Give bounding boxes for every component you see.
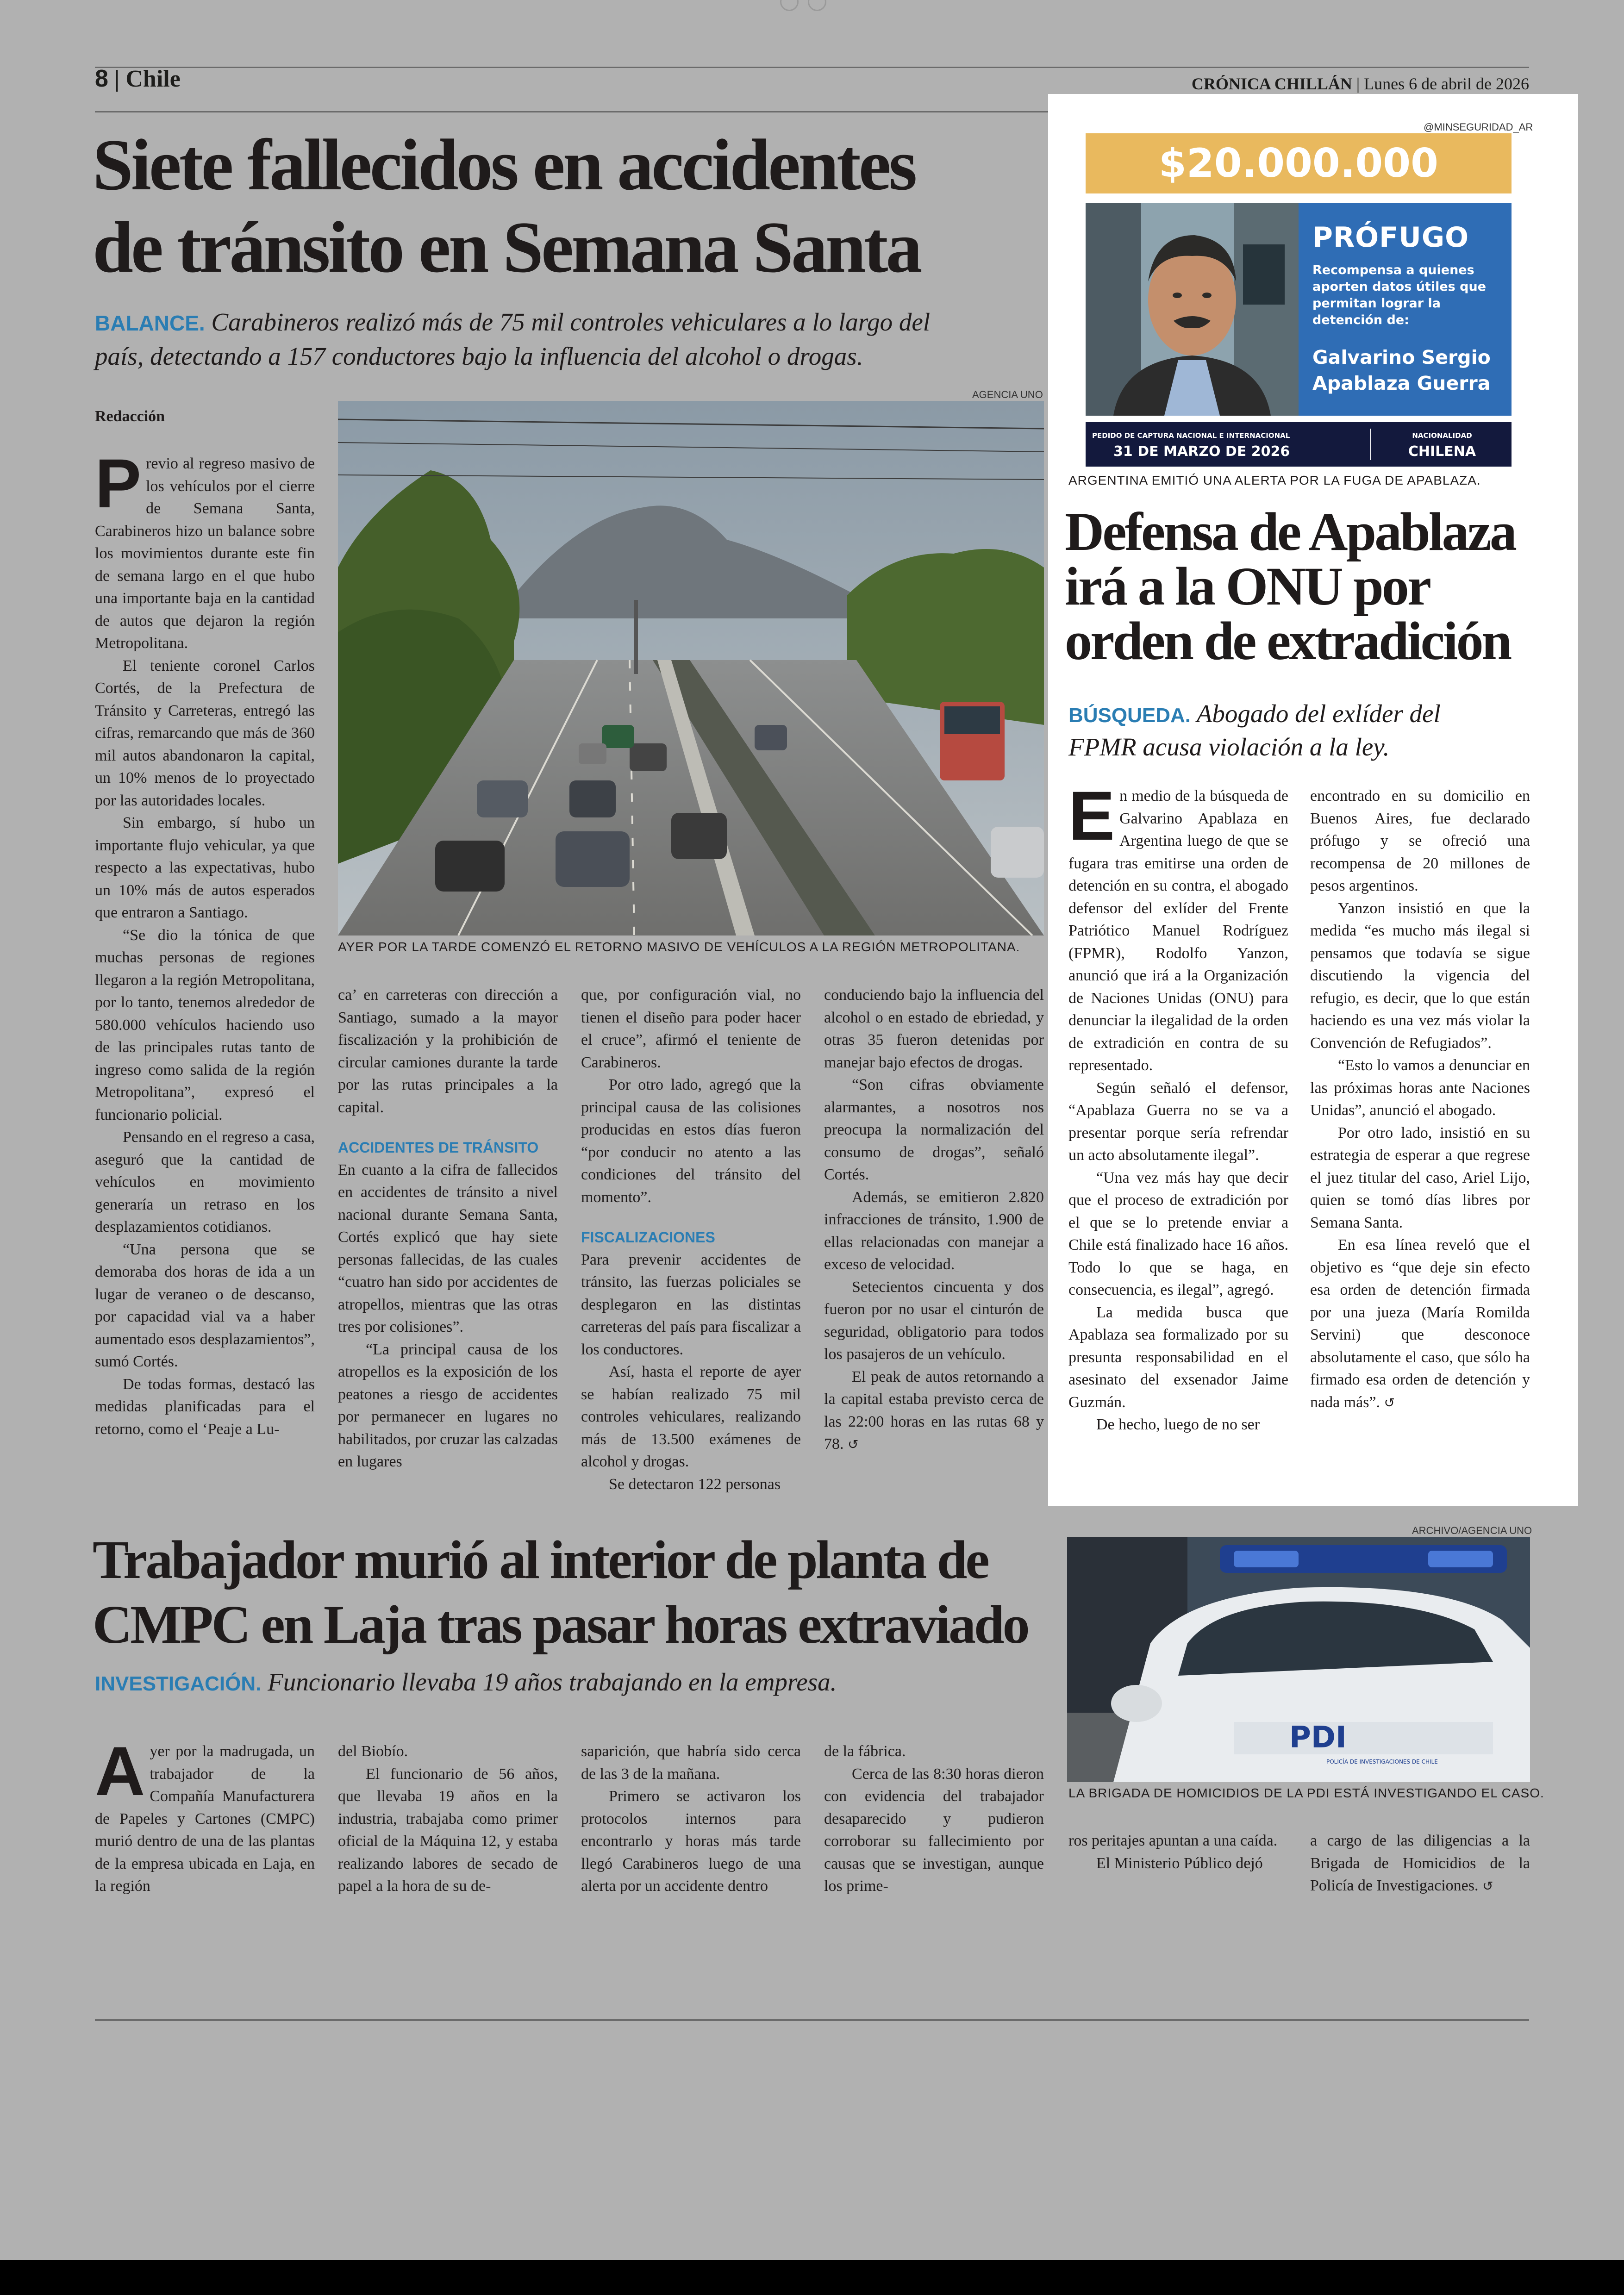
story3-paragraph: El Ministerio Público dejó xyxy=(1096,1854,1263,1872)
story2-paragraph: En esa línea reveló que el objetivo es “que deje sin efecto esa orden de detención firmada por una jueza (María Romilda Servini) que desconoce absolutamente el caso, que sólo ha firmado esa orden de detención y nada más”. xyxy=(1310,1236,1530,1411)
story1-dropcap: P xyxy=(95,444,142,522)
story1-column-1 xyxy=(95,444,315,1441)
story3-photo-caption: LA BRIGADA DE HOMICIDIOS DE LA PDI ESTÁ INVESTIGANDO EL CASO. xyxy=(1068,1786,1544,1800)
story1-paragraph: conduciendo bajo la influencia del alcohol o en estado de ebriedad, y otras 35 fueron detenidas por manejar bajo efectos de drogas. xyxy=(824,986,1044,1071)
story3-column-2 xyxy=(338,1740,558,1898)
poster-bar-label-capture: PEDIDO DE CAPTURA NACIONAL E INTERNACIONAL xyxy=(1092,431,1290,440)
story2-deck-text: Abogado del exlíder del xyxy=(1196,699,1441,728)
story3-column-6 xyxy=(1310,1830,1530,1898)
poster-name-line: Galvarino Sergio xyxy=(1312,346,1491,368)
story1-column-3 xyxy=(581,984,801,1496)
poster-fugitive-name xyxy=(1312,344,1498,396)
story3-column-5 xyxy=(1068,1830,1288,1875)
story3-paragraph: del Biobío. xyxy=(338,1743,408,1760)
story1-paragraph: que, por configuración vial, no tienen el diseño para poder hacer el cruce”, afirmó el teniente de Carabineros. xyxy=(581,986,801,1071)
story1-paragraph: De todas formas, destacó las medidas planificadas para el retorno, como el ‘Peaje a Lu- xyxy=(95,1375,315,1438)
page-section-label: 8 | Chile xyxy=(95,65,181,92)
police-car-illustration xyxy=(1067,1537,1530,1782)
story1-paragraph: Pensando en el regreso a casa, aseguró que la cantidad de vehículos en movimiento generaría un retraso en los desplazamientos cotidianos. xyxy=(95,1129,315,1235)
story1-deck xyxy=(95,306,1049,373)
fugitive-portrait xyxy=(1086,203,1299,416)
police-car-photo xyxy=(1067,1537,1530,1782)
story3-paragraph: Primero se activaron los protocolos internos para encontrarlo y horas más tarde llegó Carabineros luego de una alerta por un accidente dentro xyxy=(581,1788,801,1895)
story1-paragraph: En cuanto a la cifra de fallecidos en accidentes de tránsito a nivel nacional durante Semana Santa, Cortés explicó que hay siete personas fallecidas, de las cuales “cuatro han sido por accidentes de atropellos, mientras que las otras tres por colisiones”. xyxy=(338,1161,558,1335)
end-mark-icon: ↺ xyxy=(848,1437,859,1452)
story1-paragraph: Sin embargo, sí hubo un importante flujo vehicular, ya que respecto a las expectativas, hubo un 10% más de autos esperados que entraron a Santiago. xyxy=(95,814,315,921)
story2-paragraph: Según señaló el defensor, “Apablaza Guerra no se va a presentar porque sería refrendar un acto absolutamente ilegal”. xyxy=(1068,1079,1288,1164)
story1-paragraph: Se detectaron 122 personas xyxy=(609,1475,781,1493)
story3-dropcap: A xyxy=(95,1732,145,1810)
story3-paragraph: de la fábrica. xyxy=(824,1743,906,1760)
story1-headline-line: de tránsito en Semana Santa xyxy=(93,207,920,288)
end-mark-icon: ↺ xyxy=(1384,1395,1395,1410)
story1-photo-credit: AGENCIA UNO xyxy=(972,389,1043,400)
story2-column-1 xyxy=(1068,777,1288,1436)
story1-subhead-fiscalizaciones: FISCALIZACIONES xyxy=(581,1229,715,1246)
story1-paragraph: Además, se emitieron 2.820 infracciones de tránsito, 1.900 de ellas relacionadas con manejar a exceso de velocidad. xyxy=(824,1188,1044,1273)
story2-headline-line: orden de extradición xyxy=(1065,611,1511,671)
header-top-rule xyxy=(95,67,1529,68)
story2-paragraph: n medio de la búsqueda de Galvarino Apablaza en Argentina luego de que se fugara tras emitirse una orden de detención en su contra, el abogado defensor del exlíder del Frente Patriótico Manuel Rodríguez (FPMR), Rodolfo Yanzon, anunció que irá a la Organización de Naciones Unidas (ONU) para denunciar la ilegalidad de la orden de extradición en contra de su representado. xyxy=(1068,787,1288,1074)
story3-deck-text: Funcionario llevaba 19 años trabajando en la empresa. xyxy=(268,1668,837,1696)
poster-bar-nationality: CHILENA xyxy=(1408,443,1476,460)
story2-headline-line: Defensa de Apablaza xyxy=(1065,501,1515,562)
story3-column-1 xyxy=(95,1732,315,1898)
story2-paragraph: La medida busca que Apablaza sea formalizado por su presunta responsabilidad en el asesinato del exsenador Jaime Guzmán. xyxy=(1068,1303,1288,1411)
story3-headline xyxy=(93,1528,1056,1657)
poster-info-panel xyxy=(1299,203,1512,416)
story3-headline-line: CMPC en Laja tras pasar horas extraviado xyxy=(93,1594,1028,1655)
story3-column-3 xyxy=(581,1740,801,1898)
story2-photo-caption: ARGENTINA EMITIÓ UNA ALERTA POR LA FUGA DE APABLAZA. xyxy=(1068,473,1481,487)
story1-paragraph: “Son cifras obviamente alarmantes, a nosotros nos preocupa la normalización del consumo de drogas”, señaló Cortés. xyxy=(824,1076,1044,1183)
viewer-bottom-bar xyxy=(0,2260,1624,2295)
story2-headline xyxy=(1065,501,1574,671)
story2-paragraph: De hecho, luego de no ser xyxy=(1096,1416,1260,1433)
bottom-rule xyxy=(95,2019,1529,2021)
story1-paragraph: Por otro lado, agregó que la principal causa de las colisiones producidas en estos días fueron “por conducir no atento a las condiciones del tránsito del momento”. xyxy=(581,1076,801,1206)
story2-headline-line: irá a la ONU por xyxy=(1065,556,1430,617)
story1-paragraph: “Una persona que se demoraba dos horas de ida a un lugar de veraneo o de descanso, por capacidad vial va a haber aumentado esos desplazamientos”, sumó Cortés. xyxy=(95,1241,315,1370)
story1-paragraph: Setecientos cincuenta y dos fueron por no usar el cinturón de seguridad, obligatorio para todos los pasajeros de un vehículo. xyxy=(824,1278,1044,1363)
story1-column-2 xyxy=(338,984,558,1473)
story1-photo-caption: AYER POR LA TARDE COMENZÓ EL RETORNO MASIVO DE VEHÍCULOS A LA REGIÓN METROPOLITANA. xyxy=(338,940,1020,954)
story1-subhead-accidentes: ACCIDENTES DE TRÁNSITO xyxy=(338,1139,539,1156)
story1-paragraph: El peak de autos retornando a la capital estaba previsto cerca de las 22:00 horas en las rutas 68 y 78. xyxy=(824,1368,1044,1453)
story3-headline-line: Trabajador murió al interior de planta de xyxy=(93,1529,988,1590)
poster-handle: @MINSEGURIDAD_AR xyxy=(1424,121,1533,133)
story3-kicker: INVESTIGACIÓN. xyxy=(95,1672,262,1695)
highway-illustration xyxy=(338,401,1044,935)
story1-paragraph: “Se dio la tónica de que muchas personas de regiones llegaron a la región Metropolitana, por lo tanto, tenemos alrededor de 580.000 vehículos haciendo uso de las principales rutas tanto de ingreso como salida de la región Metropolitana”, expresó el funcionario policial. xyxy=(95,926,315,1123)
story3-paragraph: Cerca de las 8:30 horas dieron con evidencia del trabajador desaparecido y pudieron corroborar su fallecimiento por causas que se investigan, aunque los prime- xyxy=(824,1765,1044,1895)
story2-column-2 xyxy=(1310,785,1530,1414)
story1-paragraph: “La principal causa de los atropellos es la exposición de los peatones a riesgo de accidentes por permanecer en lugares no habilitados, por cruzar las calzadas en lugares xyxy=(338,1341,558,1470)
publication-date: Lunes 6 de abril de 2026 xyxy=(1364,75,1529,93)
story3-paragraph: ros peritajes apuntan a una caída. xyxy=(1068,1832,1278,1849)
publication-line: CRÓNICA CHILLÁN | Lunes 6 de abril de 2026 xyxy=(1191,75,1529,93)
story1-paragraph: ca’ en carreteras con dirección a Santiago, sumado a la mayor fiscalización y la prohibición de circular camiones durante la tarde por las rutas principales a la capital. xyxy=(338,986,558,1116)
story1-headline-line: Siete fallecidos en accidentes xyxy=(93,125,915,206)
story3-paragraph: saparición, que habría sido cerca de las 3 de la mañana. xyxy=(581,1743,801,1783)
story2-deck xyxy=(1068,698,1555,763)
poster-title: PRÓFUGO xyxy=(1312,221,1469,254)
poster-reward-text: Recompensa a quienes aporten datos útiles que permitan lograr la detención de: xyxy=(1312,263,1487,327)
publication-name: CRÓNICA CHILLÁN xyxy=(1191,75,1352,93)
story1-column-4 xyxy=(824,984,1044,1456)
story3-column-4 xyxy=(824,1740,1044,1898)
fugitive-photo xyxy=(1086,203,1299,416)
poster-name-line: Apablaza Guerra xyxy=(1312,372,1491,394)
story1-paragraph: El teniente coronel Carlos Cortés, de la Prefectura de Tránsito y Carreteras, entregó las cifras, remarcando que más de 360 mil autos abandonaron la capital, un 10% menos de lo proyectado por las autoridades locales. xyxy=(95,657,315,809)
story1-byline: Redacción xyxy=(95,408,165,425)
story3-photo-credit: ARCHIVO/AGENCIA UNO xyxy=(1412,1525,1532,1536)
story2-paragraph: “Una vez más hay que decir que el proceso de extradición por el que se lo pretende enviar a Chile está finalizado hace 16 años. Todo lo que se haga, en consecuencia, es ilegal”, agregó. xyxy=(1068,1169,1288,1298)
pdi-logo-text: PDI xyxy=(1289,1721,1347,1755)
highway-photo xyxy=(338,401,1044,935)
story3-deck xyxy=(95,1665,1058,1701)
poster-bar-divider xyxy=(1370,429,1371,460)
story3-paragraph: yer por la madrugada, un trabajador de la Compañía Manufacturera de Papeles y Cartones (CMPC) murió dentro de una de las plantas de la empresa ubicada en Laja, en la región xyxy=(95,1743,315,1895)
story1-paragraph: Así, hasta el reporte de ayer se habían realizado 75 mil controles vehiculares, realizando más de 13.500 exámenes de alcohol y drogas. xyxy=(581,1363,801,1470)
story1-paragraph: Para prevenir accidentes de tránsito, las fuerzas policiales se desplegaron en las distintas carreteras del país para fiscalizar a los conductores. xyxy=(581,1251,801,1358)
poster-bar-date: 31 DE MARZO DE 2026 xyxy=(1113,443,1290,460)
story1-paragraph: revio al regreso masivo de los vehículos por el cierre de Semana Santa, Carabineros hizo un balance sobre los movimientos durante este fin de semana largo en el que hubo una importante baja en la cantidad de autos que dejaron la región Metropolitana. xyxy=(95,455,315,652)
page-indicator[interactable] xyxy=(780,0,845,16)
pdi-subtext: POLICÍA DE INVESTIGACIONES DE CHILE xyxy=(1326,1759,1438,1765)
poster-reward-amount: $20.000.000 xyxy=(1086,133,1512,193)
end-mark-icon: ↺ xyxy=(1482,1878,1493,1894)
story3-paragraph: a cargo de las diligencias a la Brigada de Homicidios de la Policía de Investigaciones. xyxy=(1310,1832,1530,1894)
story2-paragraph: encontrado en su domicilio en Buenos Aires, fue declarado prófugo y se ofreció una recompensa de 20 millones de pesos argentinos. xyxy=(1310,787,1530,894)
story2-paragraph: Yanzon insistió en que la medida “es mucho más ilegal si pensamos que todavía se sigue discutiendo la vigencia del refugio, es decir, que lo que están haciendo es una vez más violar la Convención de Refugiados”. xyxy=(1310,899,1530,1052)
pager-dot[interactable] xyxy=(808,0,826,11)
poster-bar-label-nationality: NACIONALIDAD xyxy=(1412,431,1472,440)
story2-dropcap: E xyxy=(1068,777,1115,854)
story1-kicker: BALANCE. xyxy=(95,311,205,335)
poster-info-bar xyxy=(1086,422,1512,467)
page-number: 8 xyxy=(95,65,108,92)
story3-paragraph: El funcionario de 56 años, que llevaba 19 años en la industria, trabajaba como primer oficial de la Máquina 12, y estaba realizando labores de secado de papel a la hora de su de- xyxy=(338,1765,558,1895)
story1-deck-text: Carabineros realizó más de 75 mil controles vehiculares a lo largo del xyxy=(211,308,931,336)
story1-headline xyxy=(93,124,1046,289)
story2-kicker: BÚSQUEDA. xyxy=(1068,704,1191,727)
story2-paragraph: “Esto lo vamos a denunciar en las próximas horas ante Naciones Unidas”, anunció el abogado. xyxy=(1310,1057,1530,1119)
story1-deck-text: país, detectando a 157 conductores bajo la influencia del alcohol o drogas. xyxy=(95,342,863,370)
section-name: Chile xyxy=(125,66,181,92)
story2-deck-text: FPMR acusa violación a la ley. xyxy=(1068,733,1390,761)
pager-dot[interactable] xyxy=(780,0,799,11)
story2-paragraph: Por otro lado, insistió en su estrategia de esperar a que regrese el juez titular del caso, Ariel Lijo, quien se tomó días libres por Semana Santa. xyxy=(1310,1124,1530,1231)
